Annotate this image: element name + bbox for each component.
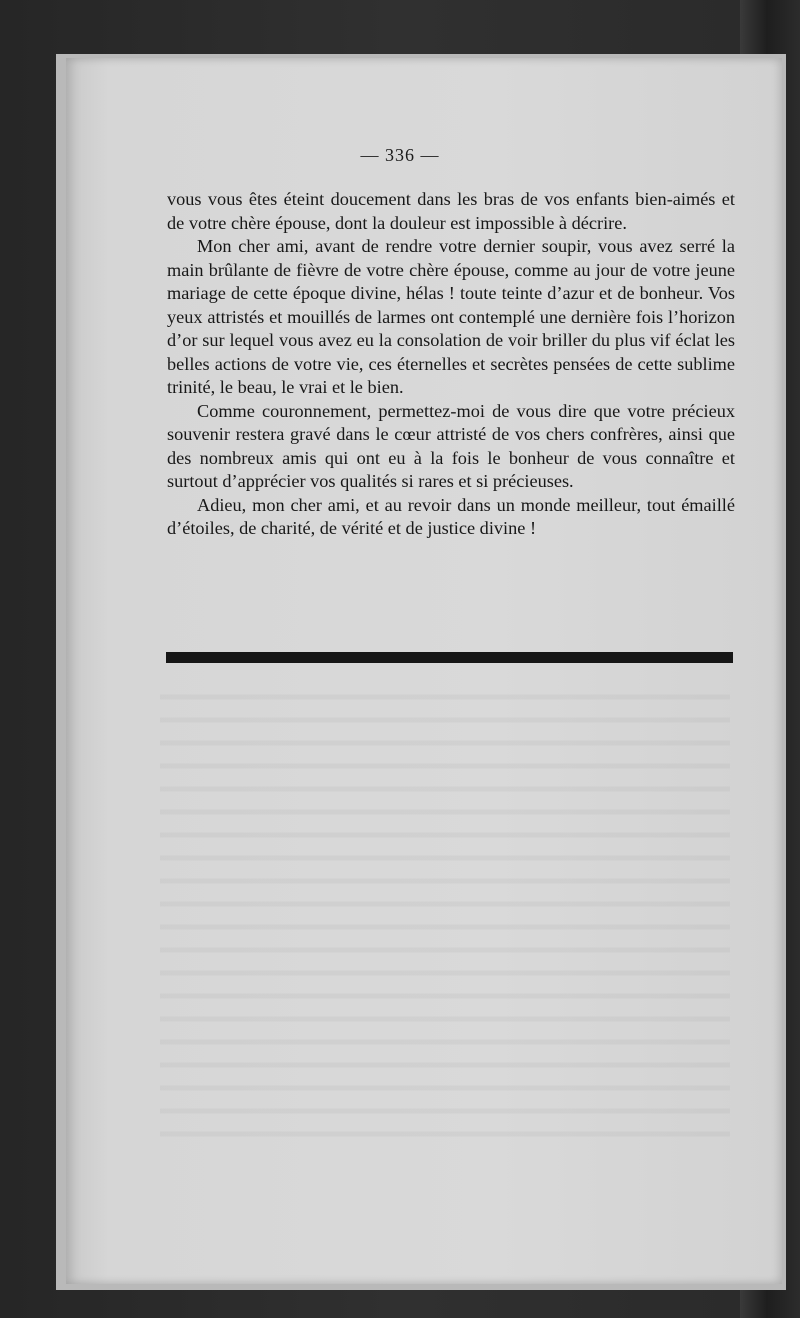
end-rule [166, 652, 733, 663]
show-through-bleed [160, 680, 730, 1140]
paragraph: Comme couronnement, permettez-moi de vous dire que votre précieux souvenir restera gravé dans le cœur attristé de vos chers confrères, ainsi que des nombreux amis qui ont eu à la fois le bonheur de vous connaître et surtout d’apprécier vos qualités si rares et si précieuses. [167, 400, 735, 491]
paragraph: Adieu, mon cher ami, et au revoir dans un monde meilleur, tout émaillé d’étoiles, de charité, de vérité et de justice divine ! [167, 494, 735, 538]
page-number: — 336 — [360, 145, 440, 165]
paragraph: vous vous êtes éteint doucement dans les bras de vos enfants bien-aimés et de votre chère épouse, dont la douleur est impossible à décrire. [167, 189, 735, 233]
paragraph: Mon cher ami, avant de rendre votre dernier soupir, vous avez serré la main brûlante de fièvre de votre chère épouse, comme au jour de votre jeune mariage de cette époque divine, hélas ! toute teinte d’azur et de bonheur. Vos yeux attristés et mouillés de larmes ont contemplé une dernière fois l’horizon d’or sur lequel vous avez eu la consolation de voir briller du plus vif éclat les belles actions de votre vie, ces éternelles et secrètes pensées de cette sublime trinité, le beau, le vrai et le bien. [167, 236, 735, 397]
body-text [167, 188, 735, 541]
